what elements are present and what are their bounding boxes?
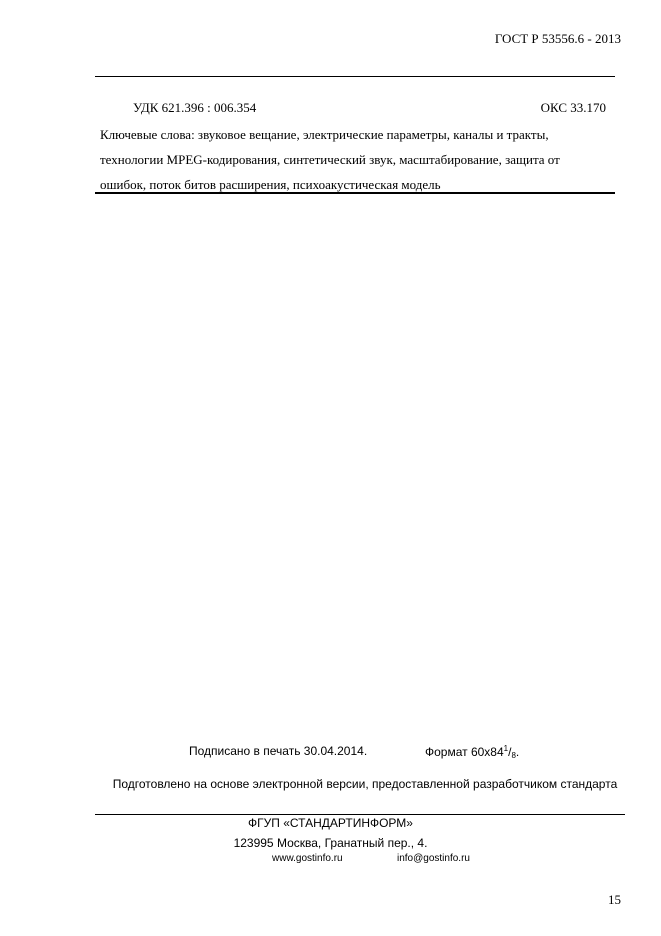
format-label: Формат 60x84	[425, 745, 504, 759]
email-link[interactable]: info@gostinfo.ru	[397, 853, 470, 864]
prepared-note: Подготовлено на основе электронной версии, предоставленной разработчиком стандарта	[112, 777, 618, 791]
publisher-address: 123995 Москва, Гранатный пер., 4.	[233, 836, 428, 850]
signed-date: Подписано в печать 30.04.2014.	[189, 744, 368, 758]
format-numerator: 1	[503, 744, 509, 753]
standard-code: ГОСТ Р 53556.6 - 2013	[494, 31, 621, 46]
format-denominator: 8	[511, 751, 516, 760]
oks-code: ОКС 33.170	[540, 100, 606, 115]
paper-format: Формат $60x84^1/_8$.	[425, 744, 520, 760]
keywords-paragraph: Ключевые слова: звуковое вещание, электрические параметры, каналы и тракты, технологии MPEG-кодирования, синтетический звук, масштабирование, защита от ошибок, поток битов расширения, психоакустическая модель	[100, 127, 560, 192]
page-number: 15	[608, 892, 621, 907]
udk-code: УДК 621.396 : 006.354	[133, 100, 257, 115]
top-divider	[95, 76, 615, 77]
footer-divider	[95, 814, 625, 815]
publisher-name: ФГУП «СТАНДАРТИНФОРМ»	[248, 816, 413, 830]
website-link[interactable]: www.gostinfo.ru	[272, 853, 343, 864]
keywords-divider	[95, 192, 615, 194]
